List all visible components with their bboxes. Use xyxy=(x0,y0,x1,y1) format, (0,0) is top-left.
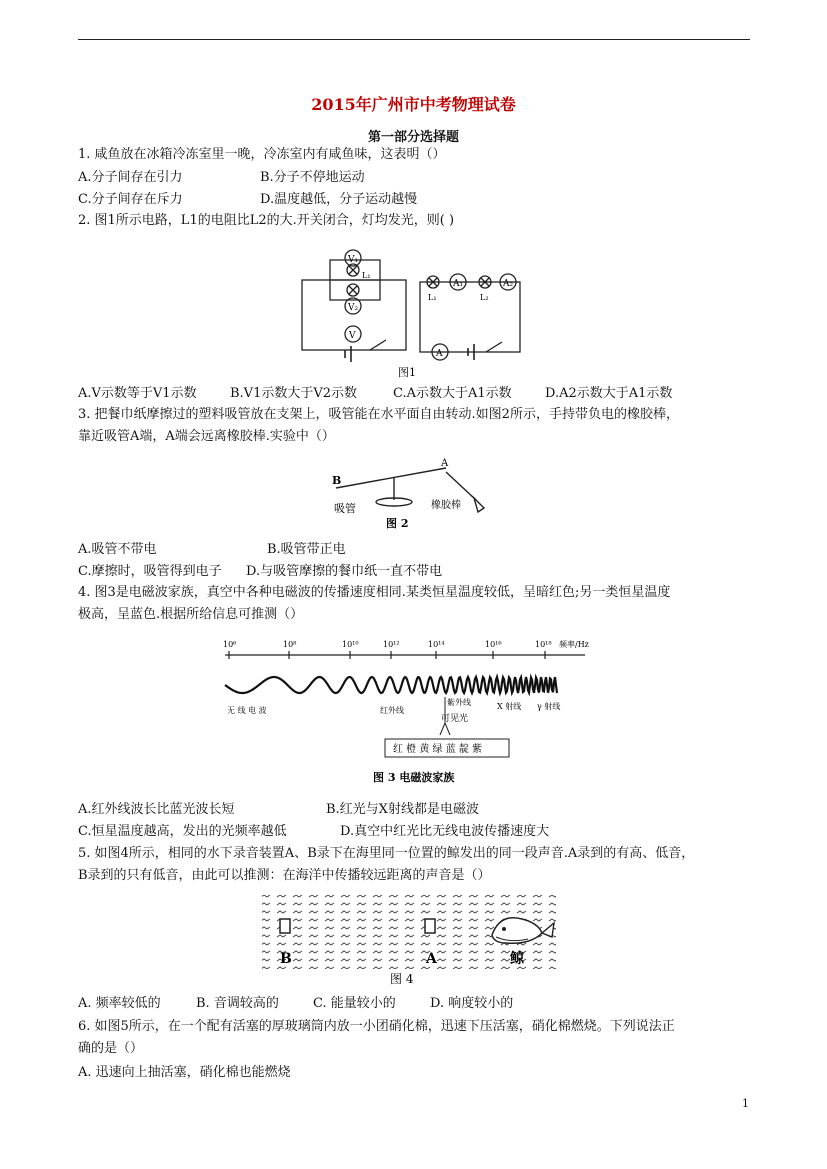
q2-option-d: D.A2示数大于A1示数 xyxy=(545,386,673,401)
q4-option-b: B.红光与X射线都是电磁波 xyxy=(326,802,479,817)
fig1-v1-label: V₁ xyxy=(348,255,359,265)
figure-2-straw xyxy=(326,450,496,532)
fig4-a-label: A xyxy=(426,951,437,967)
figure-2-caption: 图 2 xyxy=(386,517,409,530)
q3-option-c: C.摩擦时，吸管得到电子 xyxy=(78,564,222,579)
freq-label-1e16: 10¹⁶ xyxy=(485,640,502,649)
q5-option-d: D. 响度较小的 xyxy=(430,996,514,1011)
q3-option-b: B.吸管带正电 xyxy=(267,542,346,557)
freq-label-1e12: 10¹² xyxy=(383,640,400,649)
q4-option-d: D.真空中红光比无线电波传播速度大 xyxy=(340,824,550,839)
fig2-b-label: B xyxy=(332,474,342,487)
q1-stem: 1. 咸鱼放在冰箱冷冻室里一晚，冷冻室内有咸鱼味，这表明（） xyxy=(78,147,446,162)
fig1-a1-label: A₁ xyxy=(453,279,464,289)
fig1-a2-label: A₂ xyxy=(503,279,514,289)
q4-stem-line1: 4. 图3是电磁波家族，真空中各种电磁波的传播速度相同.某类恒星温度较低，呈暗红色;另一类恒星温度 xyxy=(78,585,671,600)
q2-option-a: A.V示数等于V1示数 xyxy=(78,386,197,401)
fig1-l1-left-label: L₁ xyxy=(362,271,371,280)
section-heading: 第一部分选择题 xyxy=(367,130,459,145)
fig1-l2-label: L₂ xyxy=(480,293,489,302)
q1-option-d: D.温度越低，分子运动越慢 xyxy=(260,192,418,207)
q1-option-c: C.分子间存在斥力 xyxy=(78,192,183,207)
band-gamma-label: γ 射线 xyxy=(537,702,561,711)
fig2-a-label: A xyxy=(441,458,449,469)
fig2-straw-label: 吸管 xyxy=(334,502,356,515)
band-radio-label: 无 线 电 波 xyxy=(227,706,267,715)
freq-label-1e8: 10⁸ xyxy=(283,640,297,649)
recorder-b xyxy=(280,919,290,933)
header-rule xyxy=(78,39,750,40)
q2-option-c: C.A示数大于A1示数 xyxy=(393,386,512,401)
q6-stem-line2: 确的是（） xyxy=(78,1041,144,1056)
figure-3-caption: 图 3 电磁波家族 xyxy=(373,771,455,784)
q5-option-b: B. 音调较高的 xyxy=(196,996,279,1011)
q5-option-c: C. 能量较小的 xyxy=(313,996,396,1011)
fig4-whale-label: 鲸 xyxy=(510,951,524,967)
visible-colors: 红 橙 黄 绿 蓝 靛 紫 xyxy=(393,744,483,755)
page-title: 2015年广州市中考物理试卷 xyxy=(311,95,516,114)
q5-stem-line1: 5. 如图4所示，相同的水下录音装置A、B录下在海里同一位置的鲸发出的同一段声音.A录到的有高、低音， xyxy=(78,846,695,861)
q2-option-b: B.V1示数大于V2示数 xyxy=(230,386,358,401)
figure-1-circuit xyxy=(290,238,530,378)
band-uv-label: 紫外线 xyxy=(447,698,471,707)
q1-option-b: B.分子不停地运动 xyxy=(260,170,365,185)
page-number: 1 xyxy=(742,1097,749,1110)
figure-4-caption: 图 4 xyxy=(390,972,414,986)
q5-stem-line2: B录到的只有低音，由此可以推测：在海洋中传播较远距离的声音是（） xyxy=(78,868,491,883)
q3-stem-line2: 靠近吸管A端，A端会远离橡胶棒.实验中（） xyxy=(78,429,335,444)
freq-label-1e18: 10¹⁸ xyxy=(535,640,552,649)
freq-unit-label: 频率/Hz xyxy=(559,640,589,649)
freq-label-1e14: 10¹⁴ xyxy=(428,640,445,649)
figure-3-em-spectrum xyxy=(215,635,615,790)
q1-option-a: A.分子间存在引力 xyxy=(78,170,183,185)
fig4-b-label: B xyxy=(280,951,292,967)
fig1-l1-label: L₁ xyxy=(428,293,437,302)
band-visible-label: 可见光 xyxy=(441,714,469,724)
q3-stem-line1: 3. 把餐巾纸摩擦过的塑料吸管放在支架上，吸管能在水平面自由转动.如图2所示，手持带负电的橡胶棒， xyxy=(78,407,679,422)
figure-4-underwater xyxy=(260,893,560,989)
q3-option-d: D.与吸管摩擦的餐巾纸一直不带电 xyxy=(246,564,443,579)
freq-label-1e6: 10⁶ xyxy=(223,640,237,649)
recorder-a xyxy=(425,919,435,933)
q6-option-a: A. 迅速向上抽活塞，硝化棉也能燃烧 xyxy=(78,1065,291,1080)
fig1-v-label: V xyxy=(349,331,356,341)
band-xray-label: X 射线 xyxy=(497,702,522,711)
fig2-rod-label: 橡胶棒 xyxy=(431,500,461,511)
fig1-a-label: A xyxy=(436,349,443,359)
q3-option-a: A.吸管不带电 xyxy=(78,542,157,557)
q5-option-a: A. 频率较低的 xyxy=(78,996,161,1011)
fig1-v2-label: V₂ xyxy=(348,303,359,313)
q6-stem-line1: 6. 如图5所示，在一个配有活塞的厚玻璃筒内放一小团硝化棉，迅速下压活塞，硝化棉燃烧。下列说法正 xyxy=(78,1019,675,1034)
band-infrared-label: 红外线 xyxy=(380,706,404,715)
em-wave xyxy=(225,677,557,693)
figure-1-caption: 图1 xyxy=(398,366,416,378)
freq-label-1e10: 10¹⁰ xyxy=(342,640,359,649)
q4-stem-line2: 极高，呈蓝色.根据所给信息可推测（） xyxy=(78,607,304,622)
q4-option-c: C.恒星温度越高，发出的光频率越低 xyxy=(78,824,287,839)
q2-stem: 2. 图1所示电路，L1的电阻比L2的大.开关闭合，灯均发光，则( ) xyxy=(78,213,455,228)
q4-option-a: A.红外线波长比蓝光波长短 xyxy=(78,802,235,817)
